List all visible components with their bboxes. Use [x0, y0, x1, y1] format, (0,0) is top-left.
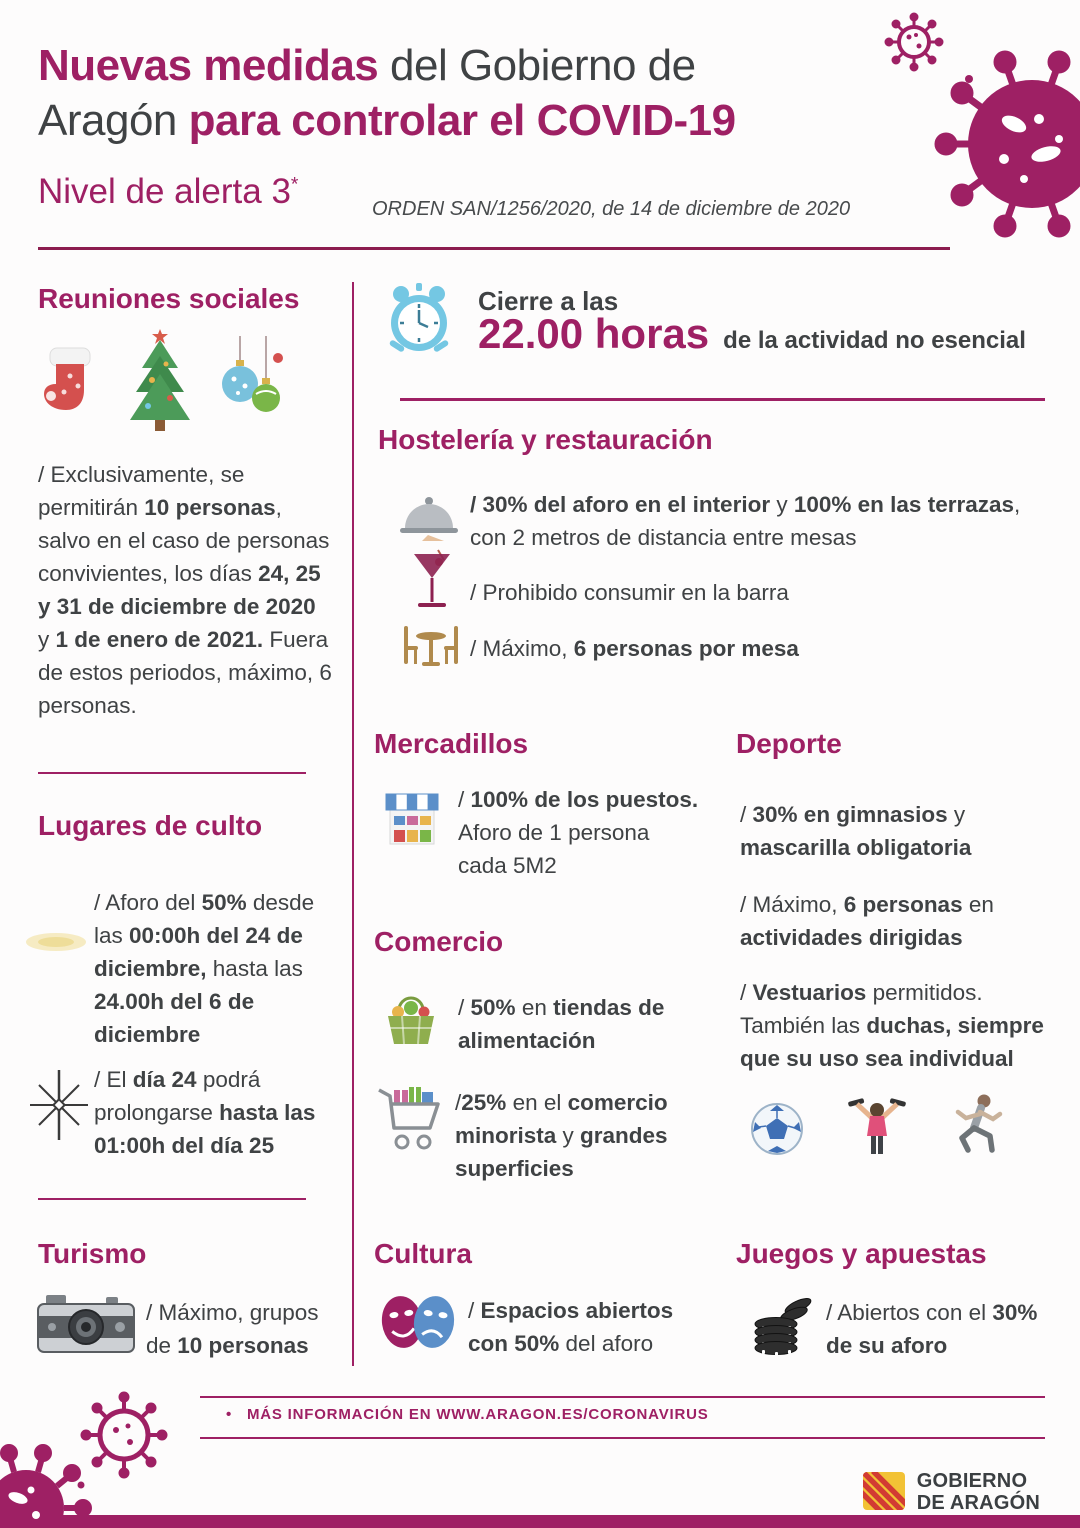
christmas-stocking-icon [40, 344, 102, 432]
alert-asterisk: * [290, 174, 299, 196]
star-icon [22, 1068, 96, 1142]
reuniones-text: / Exclusivamente, se permitirán 10 personas, salvo en el caso de personas convivientes, los días 24, 25 y 31 de diciembre de 2020 y 1 de enero de 2021. Fuera de estos periodos, máximo, 6 personas. [38, 462, 332, 719]
camera-icon [36, 1290, 136, 1356]
section-title-deporte: Deporte [736, 728, 842, 759]
closure-line1: Cierre a las [478, 286, 619, 316]
section-title-turismo: Turismo [38, 1238, 147, 1269]
footer-divider-top [200, 1396, 1045, 1398]
deporte-item-2: / Máximo, 6 personas en actividades dirigidas [740, 892, 994, 951]
deporte-item-3: / Vestuarios permitidos. También las duchas, siempre que su uso sea individual [740, 980, 1044, 1072]
coronavirus-illustration [874, 4, 1080, 254]
alert-level [38, 172, 298, 212]
section-title-reuniones: Reuniones sociales [38, 283, 300, 314]
order-reference: ORDEN SAN/1256/2020, de 14 de diciembre de 2020 [372, 198, 851, 220]
closure-scope: de la actividad no esencial [723, 327, 1026, 354]
page-title [38, 38, 878, 149]
serving-dish-icon [398, 492, 460, 542]
christmas-icons-row [40, 328, 284, 432]
coronavirus-illustration-footer [0, 1390, 196, 1528]
juegos-item: / Abiertos con el 30% de su aforo [826, 1300, 1038, 1359]
poker-chips-icon [750, 1290, 814, 1358]
title-plain-1: del Gobierno de [378, 41, 696, 90]
hosteleria-item-2: / Prohibido consumir en la barra [470, 580, 789, 605]
weightlifting-icon [844, 1092, 910, 1158]
table-chairs-icon [398, 620, 464, 672]
deporte-item-1: / 30% en gimnasios y mascarilla obligatoria [740, 802, 972, 861]
column-divider [352, 282, 354, 1366]
hosteleria-item-3: / Máximo, 6 personas por mesa [470, 636, 799, 661]
alarm-clock-icon [383, 281, 455, 357]
hosteleria-item-1: / 30% del aforo en el interior y 100% en las terrazas, con 2 metros de distancia entre mesas [470, 492, 1021, 551]
banner-divider [400, 398, 1045, 401]
title-plain-2: Aragón [38, 96, 189, 146]
grocery-basket-icon [382, 988, 440, 1048]
section-title-juegos: Juegos y apuestas [736, 1238, 987, 1269]
title-highlight-2: para controlar el COVID-19 [188, 96, 736, 146]
cocktail-icon [412, 548, 452, 612]
section-title-cultura: Cultura [374, 1238, 472, 1269]
section-title-mercadillos: Mercadillos [374, 728, 529, 759]
logo-line-1: GOBIERNO [916, 1470, 1028, 1492]
shopping-cart-icon [376, 1082, 442, 1156]
closure-time: 22.00 horas [478, 310, 710, 357]
soccer-ball-icon [748, 1100, 806, 1158]
runner-icon [948, 1092, 1006, 1158]
alert-level-text: Nivel de alerta 3 [38, 172, 291, 211]
mercadillos-item: / 100% de los puestos. Aforo de 1 persona cada 5M2 [458, 787, 699, 879]
gobierno-aragon-logo [862, 1470, 1040, 1515]
left-divider-1 [38, 772, 306, 774]
title-highlight-1: Nuevas medidas [38, 41, 379, 90]
section-title-comercio: Comercio [374, 926, 504, 957]
closure-line2 [478, 310, 1026, 358]
culto-item-2: / El día 24 podrá prolongarse hasta las 01:00h del día 25 [94, 1067, 316, 1159]
header-divider [38, 247, 950, 250]
footer-info-text: • MÁS INFORMACIÓN EN WWW.ARAGON.ES/CORONAVIRUS [226, 1406, 709, 1423]
culto-item-1: / Aforo del 50% desde las 00:00h del 24 de diciembre, hasta las 24.00h del 6 de diciembre [94, 890, 315, 1048]
baubles-icon [218, 336, 284, 432]
christmas-tree-icon [118, 328, 202, 432]
aragon-flag-icon [862, 1471, 908, 1513]
section-title-culto: Lugares de culto [38, 810, 263, 841]
comercio-item-1: / 50% en tiendas de alimentación [458, 995, 665, 1054]
logo-line-2: DE ARAGÓN [916, 1492, 1040, 1515]
sun-glow-icon [24, 918, 88, 960]
market-stall-icon [382, 790, 442, 852]
sports-icons-row [748, 1092, 1006, 1158]
comercio-item-2: /25% en el comercio minorista y grandes superficies [455, 1090, 668, 1182]
left-divider-2 [38, 1198, 306, 1200]
logo-text [917, 1470, 1040, 1515]
footer-divider-bottom [200, 1437, 1045, 1439]
section-title-hosteleria: Hostelería y restauración [378, 424, 713, 455]
theater-masks-icon [378, 1288, 460, 1354]
cultura-item: / Espacios abiertos con 50% del aforo [468, 1298, 674, 1357]
turismo-item: / Máximo, grupos de 10 personas [146, 1300, 319, 1359]
